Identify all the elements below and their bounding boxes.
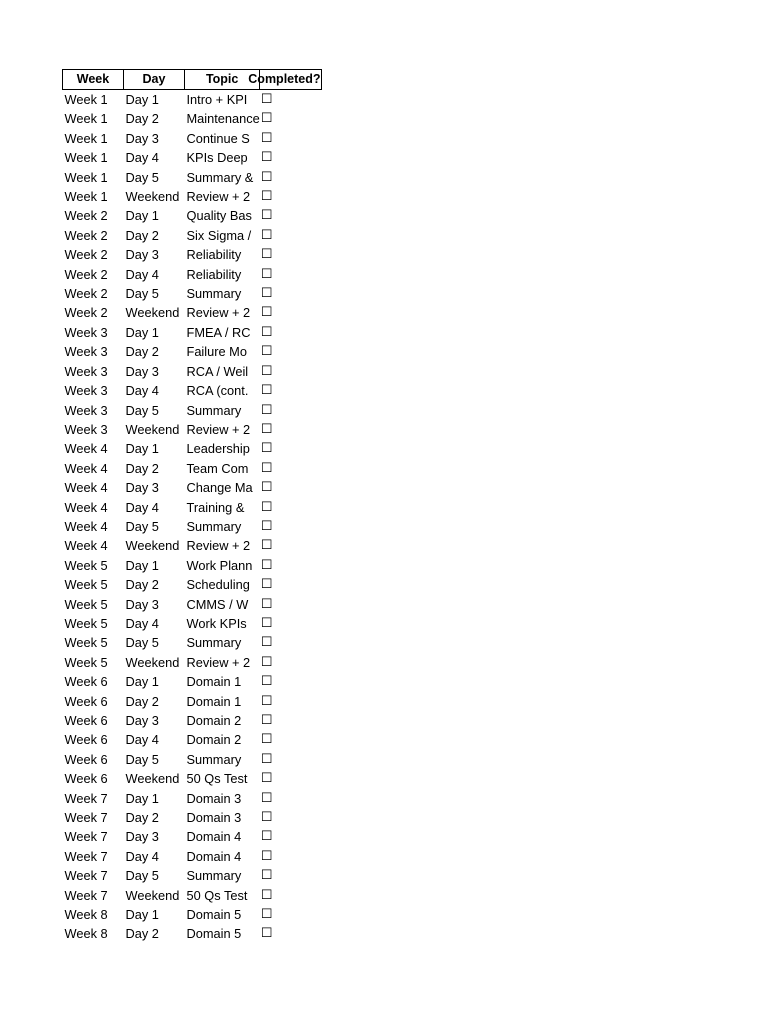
week-cell[interactable]: Week 5 xyxy=(64,596,108,612)
table-row xyxy=(63,769,322,788)
day-cell[interactable]: Day 5 xyxy=(125,635,159,651)
table-row xyxy=(63,595,322,614)
week-cell[interactable]: Week 4 xyxy=(64,460,108,476)
table-row xyxy=(63,187,322,206)
day-cell[interactable]: Day 4 xyxy=(125,848,159,864)
topic-cell[interactable]: CMMS / W xyxy=(186,596,249,612)
table-row xyxy=(63,381,322,400)
week-cell[interactable]: Week 1 xyxy=(64,150,108,166)
week-cell[interactable]: Week 7 xyxy=(64,829,108,845)
header-row xyxy=(63,70,322,90)
topic-cell[interactable]: Domain 1 xyxy=(186,693,242,709)
topic-cell[interactable]: Domain 4 xyxy=(186,848,242,864)
topic-cell[interactable]: Summary xyxy=(186,868,242,884)
completed-checkbox-cell[interactable]: ☐ xyxy=(260,848,273,864)
topic-cell[interactable]: Work KPIs xyxy=(186,615,247,631)
topic-cell[interactable]: Domain 5 xyxy=(186,907,242,923)
day-cell[interactable]: Weekend xyxy=(125,421,180,437)
completed-checkbox-cell[interactable]: ☐ xyxy=(260,402,273,418)
completed-checkbox-cell[interactable]: ☐ xyxy=(260,615,273,631)
topic-cell[interactable]: Reliability xyxy=(186,266,242,282)
completed-checkbox-cell[interactable]: ☐ xyxy=(260,92,273,107)
completed-checkbox-cell[interactable]: ☐ xyxy=(260,887,273,903)
day-cell[interactable]: Day 1 xyxy=(125,208,159,224)
table-row xyxy=(63,750,322,769)
day-cell[interactable]: Day 2 xyxy=(125,926,159,942)
completed-checkbox-cell[interactable]: ☐ xyxy=(260,557,273,573)
table-row xyxy=(63,808,322,827)
topic-cell[interactable]: Domain 4 xyxy=(186,829,242,845)
topic-cell[interactable]: RCA / Weil xyxy=(186,363,249,379)
table-row xyxy=(63,439,322,458)
completed-checkbox-cell[interactable]: ☐ xyxy=(260,635,273,651)
day-cell[interactable]: Day 5 xyxy=(125,868,159,884)
table-row xyxy=(63,575,322,594)
topic-cell[interactable]: Reliability xyxy=(186,247,242,263)
completed-checkbox-cell[interactable]: ☐ xyxy=(260,868,273,884)
week-cell[interactable]: Week 7 xyxy=(64,810,108,826)
day-cell[interactable]: Day 2 xyxy=(125,810,159,826)
day-cell[interactable]: Day 2 xyxy=(125,344,159,360)
table-body xyxy=(63,90,322,944)
completed-checkbox-cell[interactable]: ☐ xyxy=(260,247,273,263)
table-row xyxy=(63,420,322,439)
week-cell[interactable]: Week 2 xyxy=(64,266,108,282)
week-cell[interactable]: Week 5 xyxy=(64,654,108,670)
table-row xyxy=(63,129,322,148)
topic-cell[interactable]: Review + 2 xyxy=(186,189,251,205)
week-cell[interactable]: Week 4 xyxy=(64,480,108,496)
table-row xyxy=(63,789,322,808)
topic-cell[interactable]: Continue S xyxy=(186,130,250,146)
topic-cell[interactable]: Quality Bas xyxy=(186,208,252,224)
table-row xyxy=(63,168,322,187)
day-cell[interactable]: Day 5 xyxy=(125,169,159,185)
table-row xyxy=(63,924,322,943)
completed-checkbox-cell[interactable]: ☐ xyxy=(260,790,273,806)
table-row xyxy=(63,672,322,691)
day-cell[interactable]: Day 5 xyxy=(125,402,159,418)
topic-cell[interactable]: Domain 1 xyxy=(186,674,242,690)
completed-checkbox-cell[interactable]: ☐ xyxy=(260,460,273,476)
topic-cell[interactable]: Failure Mo xyxy=(186,344,247,360)
completed-checkbox-cell[interactable]: ☐ xyxy=(260,286,273,302)
table-row xyxy=(63,847,322,866)
table-row xyxy=(63,827,322,846)
table-row xyxy=(63,692,322,711)
topic-cell[interactable]: Domain 3 xyxy=(186,790,242,806)
day-cell[interactable]: Day 5 xyxy=(125,518,159,534)
completed-checkbox-cell[interactable]: ☐ xyxy=(260,829,273,845)
completed-checkbox-cell[interactable]: ☐ xyxy=(260,499,273,515)
week-cell[interactable]: Week 4 xyxy=(64,518,108,534)
week-cell[interactable]: Week 6 xyxy=(64,732,108,748)
table-row xyxy=(63,905,322,924)
week-cell[interactable]: Week 3 xyxy=(64,421,108,437)
week-cell[interactable]: Week 1 xyxy=(64,92,108,107)
completed-checkbox-cell[interactable]: ☐ xyxy=(260,363,273,379)
completed-checkbox-cell[interactable]: ☐ xyxy=(260,693,273,709)
day-cell[interactable]: Day 1 xyxy=(125,557,159,573)
topic-cell[interactable]: RCA (cont. xyxy=(186,383,249,399)
table-row xyxy=(63,226,322,245)
topic-cell[interactable]: Scheduling xyxy=(186,577,250,593)
week-cell[interactable]: Week 2 xyxy=(64,305,108,321)
topic-cell[interactable]: Team Com xyxy=(186,460,249,476)
completed-checkbox-cell[interactable]: ☐ xyxy=(260,111,273,127)
table-row xyxy=(63,730,322,749)
completed-checkbox-cell[interactable]: ☐ xyxy=(260,208,273,224)
day-cell[interactable]: Weekend xyxy=(125,189,180,205)
week-cell[interactable]: Week 2 xyxy=(64,286,108,302)
table-row xyxy=(63,459,322,478)
header-completed-label: Completed? xyxy=(248,72,321,86)
table-row xyxy=(63,148,322,167)
day-cell[interactable]: Day 4 xyxy=(125,499,159,515)
table-row xyxy=(63,362,322,381)
study-plan-sheet xyxy=(62,69,322,944)
completed-checkbox-cell[interactable]: ☐ xyxy=(260,421,273,437)
table-row xyxy=(63,478,322,497)
topic-cell[interactable]: Review + 2 xyxy=(186,421,251,437)
completed-checkbox-cell[interactable]: ☐ xyxy=(260,266,273,282)
completed-checkbox-cell[interactable]: ☐ xyxy=(260,907,273,923)
week-cell[interactable]: Week 6 xyxy=(64,751,108,767)
week-cell[interactable]: Week 2 xyxy=(64,247,108,263)
week-cell[interactable]: Week 2 xyxy=(64,227,108,243)
day-cell[interactable]: Day 2 xyxy=(125,227,159,243)
topic-cell[interactable]: Summary xyxy=(186,286,242,302)
day-cell[interactable]: Day 5 xyxy=(125,751,159,767)
day-cell[interactable]: Weekend xyxy=(125,654,180,670)
completed-checkbox-cell[interactable]: ☐ xyxy=(260,518,273,534)
day-cell[interactable]: Day 2 xyxy=(125,111,159,127)
topic-cell[interactable]: Maintenance xyxy=(186,111,260,127)
table-row xyxy=(63,342,322,361)
completed-checkbox-cell[interactable]: ☐ xyxy=(260,732,273,748)
completed-checkbox-cell[interactable]: ☐ xyxy=(260,654,273,670)
day-cell[interactable]: Day 1 xyxy=(125,790,159,806)
day-cell[interactable]: Day 1 xyxy=(125,441,159,457)
completed-checkbox-cell[interactable]: ☐ xyxy=(260,751,273,767)
completed-checkbox-cell[interactable]: ☐ xyxy=(260,810,273,826)
header-day[interactable]: Day xyxy=(124,70,185,90)
week-cell[interactable]: Week 4 xyxy=(64,441,108,457)
topic-cell[interactable]: Training & xyxy=(186,499,245,515)
topic-cell[interactable]: Six Sigma / xyxy=(186,227,252,243)
topic-cell[interactable]: KPIs Deep xyxy=(186,150,248,166)
week-cell[interactable]: Week 5 xyxy=(64,635,108,651)
week-cell[interactable]: Week 7 xyxy=(64,790,108,806)
topic-cell[interactable]: Domain 2 xyxy=(186,713,242,728)
week-cell[interactable]: Week 6 xyxy=(64,713,108,728)
week-cell[interactable]: Week 8 xyxy=(64,907,108,923)
table-row xyxy=(63,323,322,342)
week-cell[interactable]: Week 4 xyxy=(64,499,108,515)
day-cell[interactable]: Day 2 xyxy=(125,460,159,476)
week-cell[interactable]: Week 3 xyxy=(64,324,108,340)
topic-cell[interactable]: Change Ma xyxy=(186,480,253,496)
completed-checkbox-cell[interactable]: ☐ xyxy=(260,577,273,593)
completed-checkbox-cell[interactable]: ☐ xyxy=(260,383,273,399)
week-cell[interactable]: Week 4 xyxy=(64,538,108,554)
completed-checkbox-cell[interactable]: ☐ xyxy=(260,596,273,612)
day-cell[interactable]: Day 1 xyxy=(125,92,159,107)
table-row xyxy=(63,711,322,730)
week-cell[interactable]: Week 1 xyxy=(64,111,108,127)
table-row xyxy=(63,90,322,110)
week-cell[interactable]: Week 3 xyxy=(64,402,108,418)
topic-cell[interactable]: FMEA / RC xyxy=(186,324,251,340)
topic-cell[interactable]: 50 Qs Test xyxy=(186,887,248,903)
table-row xyxy=(63,517,322,536)
completed-checkbox-cell[interactable]: ☐ xyxy=(260,674,273,690)
header-completed[interactable] xyxy=(248,70,321,90)
topic-cell[interactable]: Summary xyxy=(186,518,242,534)
day-cell[interactable]: Weekend xyxy=(125,305,180,321)
day-cell[interactable]: Day 1 xyxy=(125,674,159,690)
topic-cell[interactable]: Domain 3 xyxy=(186,810,242,826)
completed-checkbox-cell[interactable]: ☐ xyxy=(260,713,273,728)
day-cell[interactable]: Day 3 xyxy=(125,596,159,612)
day-cell[interactable]: Weekend xyxy=(125,887,180,903)
day-cell[interactable]: Weekend xyxy=(125,538,180,554)
table-row xyxy=(63,556,322,575)
week-cell[interactable]: Week 5 xyxy=(64,577,108,593)
header-topic[interactable]: Topic xyxy=(185,70,260,90)
topic-cell[interactable]: 50 Qs Test xyxy=(186,771,248,787)
topic-cell[interactable]: Summary xyxy=(186,751,242,767)
table-row xyxy=(63,245,322,264)
topic-cell[interactable]: Review + 2 xyxy=(186,305,251,321)
table-row xyxy=(63,206,322,225)
day-cell[interactable]: Day 3 xyxy=(125,829,159,845)
topic-cell[interactable]: Summary & xyxy=(186,169,254,185)
completed-checkbox-cell[interactable]: ☐ xyxy=(260,441,273,457)
week-cell[interactable]: Week 1 xyxy=(64,130,108,146)
week-cell[interactable]: Week 1 xyxy=(64,189,108,205)
week-cell[interactable]: Week 3 xyxy=(64,344,108,360)
week-cell[interactable]: Week 3 xyxy=(64,363,108,379)
table-row xyxy=(63,653,322,672)
week-cell[interactable]: Week 7 xyxy=(64,887,108,903)
week-cell[interactable]: Week 6 xyxy=(64,674,108,690)
completed-checkbox-cell[interactable]: ☐ xyxy=(260,169,273,185)
table-row xyxy=(63,265,322,284)
day-cell[interactable]: Weekend xyxy=(125,771,180,787)
completed-checkbox-cell[interactable]: ☐ xyxy=(260,130,273,146)
day-cell[interactable]: Day 3 xyxy=(125,713,159,728)
topic-cell[interactable]: Domain 5 xyxy=(186,926,242,942)
completed-checkbox-cell[interactable]: ☐ xyxy=(260,771,273,787)
day-cell[interactable]: Day 4 xyxy=(125,150,159,166)
topic-cell[interactable]: Review + 2 xyxy=(186,654,251,670)
day-cell[interactable]: Day 2 xyxy=(125,693,159,709)
week-cell[interactable]: Week 7 xyxy=(64,868,108,884)
completed-checkbox-cell[interactable]: ☐ xyxy=(260,538,273,554)
week-cell[interactable]: Week 2 xyxy=(64,208,108,224)
week-cell[interactable]: Week 5 xyxy=(64,615,108,631)
completed-checkbox-cell[interactable]: ☐ xyxy=(260,189,273,205)
day-cell[interactable]: Day 4 xyxy=(125,266,159,282)
day-cell[interactable]: Day 5 xyxy=(125,286,159,302)
table-row xyxy=(63,401,322,420)
week-cell[interactable]: Week 3 xyxy=(64,383,108,399)
day-cell[interactable]: Day 3 xyxy=(125,480,159,496)
table-row xyxy=(63,284,322,303)
completed-checkbox-cell[interactable]: ☐ xyxy=(260,227,273,243)
week-cell[interactable]: Week 7 xyxy=(64,848,108,864)
day-cell[interactable]: Day 1 xyxy=(125,324,159,340)
table-row xyxy=(63,886,322,905)
day-cell[interactable]: Day 2 xyxy=(125,577,159,593)
topic-cell[interactable]: Leadership xyxy=(186,441,250,457)
table-row xyxy=(63,109,322,128)
completed-checkbox-cell[interactable]: ☐ xyxy=(260,305,273,321)
day-cell[interactable]: Day 1 xyxy=(125,907,159,923)
day-cell[interactable]: Day 3 xyxy=(125,130,159,146)
completed-checkbox-cell[interactable]: ☐ xyxy=(260,150,273,166)
table-row xyxy=(63,866,322,885)
study-plan-table xyxy=(62,69,322,944)
completed-checkbox-cell[interactable]: ☐ xyxy=(260,480,273,496)
day-cell[interactable]: Day 3 xyxy=(125,363,159,379)
week-cell[interactable]: Week 5 xyxy=(64,557,108,573)
day-cell[interactable]: Day 4 xyxy=(125,383,159,399)
completed-checkbox-cell[interactable]: ☐ xyxy=(260,324,273,340)
topic-cell[interactable]: Summary xyxy=(186,635,242,651)
table-row xyxy=(63,498,322,517)
table-row xyxy=(63,633,322,652)
day-cell[interactable]: Day 3 xyxy=(125,247,159,263)
topic-cell[interactable]: Domain 2 xyxy=(186,732,242,748)
table-row xyxy=(63,536,322,555)
topic-cell[interactable]: Summary xyxy=(186,402,242,418)
week-cell[interactable]: Week 1 xyxy=(64,169,108,185)
topic-cell[interactable]: Intro + KPI xyxy=(186,92,248,107)
week-cell[interactable]: Week 8 xyxy=(64,926,108,942)
completed-checkbox-cell[interactable]: ☐ xyxy=(260,344,273,360)
day-cell[interactable]: Day 4 xyxy=(125,615,159,631)
week-cell[interactable]: Week 6 xyxy=(64,693,108,709)
week-cell[interactable]: Week 6 xyxy=(64,771,108,787)
topic-cell[interactable]: Work Plann xyxy=(186,557,253,573)
table-row xyxy=(63,303,322,322)
table-row xyxy=(63,614,322,633)
header-week[interactable]: Week xyxy=(63,70,124,90)
completed-checkbox-cell[interactable]: ☐ xyxy=(260,926,273,942)
topic-cell[interactable]: Review + 2 xyxy=(186,538,251,554)
day-cell[interactable]: Day 4 xyxy=(125,732,159,748)
